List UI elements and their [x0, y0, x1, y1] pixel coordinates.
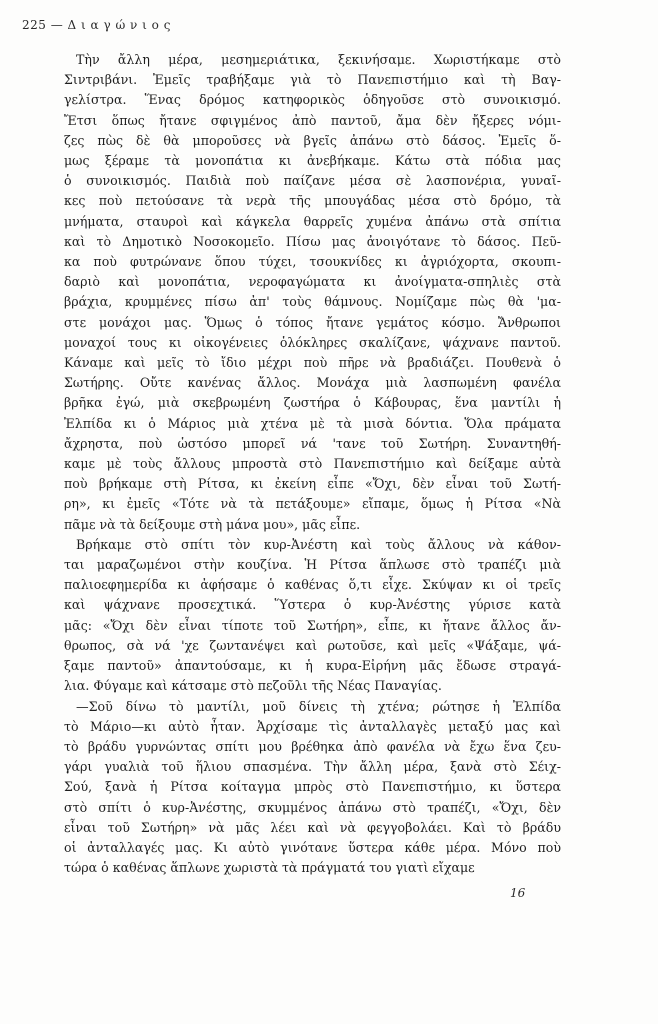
text-line: βρῆκα ἐγώ, μιὰ σκεβρωμένη ζωστήρα ὁ Κάβουρας, ἕνα μαντίλι ἡ	[64, 395, 561, 411]
text-line: μως ξέραμε τὰ μονοπάτια κι ἀνεβήκαμε. Κάτω στὰ πόδια μας	[64, 153, 561, 169]
text-line: Σιντριβάνι. Ἐμεῖς τραβήξαμε γιὰ τὸ Πανεπιστήμιο καὶ τὴ Βαγ-	[64, 72, 561, 88]
paragraph-3	[64, 697, 561, 879]
text-line: μοναχοί τους κι οἰκογένειες ὁλόκληρες σκαλίζανε, ψάχνανε παντοῦ.	[64, 334, 561, 350]
text-line: καμε μὲ τοὺς ἄλλους μπροστὰ στὸ Πανεπιστήμιο καὶ δείξαμε αὐτὰ	[64, 456, 561, 472]
text-line: τὸ βράδυ γυρνώντας σπίτι μου βρέθηκα ἀπὸ φανέλα νὰ ἔχω ἕνα ζευ-	[64, 738, 561, 754]
text-line: μνήματα, σταυροὶ καὶ κάγκελα θαρρεῖς χυμένα ἀπάνω στὰ σπίτια	[64, 213, 561, 229]
text-line: οἱ ἀνταλλαγές μας. Κι αὐτὸ γινότανε ὕστερα κάθε μέρα. Μόνο ποὺ	[64, 839, 561, 855]
text-line: Ἔτσι ὅπως ἤτανε σφιγμένος ἀπὸ παντοῦ, ἄμα δὲν ἤξερες νόμι-	[64, 112, 561, 128]
paragraph-2	[64, 535, 561, 697]
running-head: 225 — Δ ι α γ ώ ν ι ο ς	[22, 18, 171, 32]
text-line: κες ποὺ πετούσανε τὰ νερὰ τῆς μπουγάδας μέσα στὸ δρόμο, τὰ	[64, 193, 561, 209]
text-line: βράχια, κρυμμένες πίσω ἀπ' τοὺς θάμνους. Νομίζαμε πὼς θὰ 'μα-	[64, 294, 561, 310]
text-line: Ἐλπίδα κι ὁ Μάριος μιὰ χτένα μὲ τὰ μισὰ δόντια. Ὅλα πράματα	[64, 415, 561, 431]
text-line: Τὴν ἄλλη μέρα, μεσημεριάτικα, ξεκινήσαμε. Χωριστήκαμε στὸ	[76, 52, 561, 67]
text-line: —Σοῦ δίνω τὸ μαντίλι, μοῦ δίνεις τὴ χτένα; ρώτησε ἡ Ἐλπίδα	[76, 698, 561, 714]
text-line: Βρήκαμε στὸ σπίτι τὸν κυρ-Ἀνέστη καὶ τοὺς ἄλλους νὰ κάθον-	[76, 536, 561, 552]
text-line: πᾶμε νὰ τὰ δείξουμε στὴ μάνα μου», μᾶς εἶπε.	[64, 516, 361, 532]
text-line: ρη», κι ἐμεῖς «Τότε νὰ τὰ πετάξουμε» εἴπαμε, ὅμως ἡ Ρίτσα «Νὰ	[64, 496, 561, 512]
text-line: Σού, ξανὰ ἡ Ρίτσα κοίταγμα μπρὸς στὸ Πανεπιστήμιο, κι ὕστερα	[64, 779, 561, 795]
text-line: Κάναμε καὶ μεῖς τὸ ἴδιο μέχρι ποὺ πῆρε νὰ βραδιάζει. Πουθενὰ ὁ	[64, 355, 561, 371]
text-line: ζες πὼς δὲ θὰ μποροῦσες νὰ βγεῖς ἀπάνω στὸ δάσος. Ἐμεῖς ὅ-	[64, 132, 561, 148]
text-line: καὶ τὸ Δημοτικὸ Νοσοκομεῖο. Πίσω μας ἀνοιγότανε τὸ δάσος. Πεῦ-	[64, 233, 561, 249]
text-line: γάρι γυαλιὰ τοῦ ἥλιου σπασμένα. Τὴν ἄλλη μέρα, ξανὰ στὸ Σέιχ-	[64, 759, 561, 775]
text-line: Σωτήρης. Οὔτε κανένας ἄλλος. Μονάχα μιὰ λασπωμένη φανέλα	[64, 375, 561, 391]
text-line: ποὺ βρήκαμε στὴ Ρίτσα, κι ἐκείνη εἶπε «Ὄχι, δὲν εἶναι τοῦ Σωτή-	[64, 476, 561, 492]
text-line: κα ποὺ φυτρώνανε ὅπου τύχει, τσουκνίδες κι ἀγριόχορτα, σκουπι-	[64, 254, 561, 270]
text-line: λια. Φύγαμε καὶ κάτσαμε στὸ πεζοῦλι τῆς Νέας Παναγίας.	[64, 678, 442, 694]
text-line: ξαμε παντοῦ» ἀπαντούσαμε, κι ἡ κυρα-Εἰρήνη μᾶς ἔδωσε στραγά-	[64, 658, 561, 674]
paragraph-1	[64, 50, 561, 535]
text-line: τώρα ὁ καθένας ἅπλωνε χωριστὰ τὰ πράγματά του γιατὶ εἴχαμε	[64, 860, 475, 876]
text-line: θρωπος, σὰ νά 'χε ζωντανέψει καὶ ρωτοῦσε, καὶ μεῖς «Ψάξαμε, ψά-	[64, 637, 561, 653]
text-line: στε μονάχοι μας. Ὅμως ὁ τόπος ἤτανε γεμάτος κόσμο. Ἄνθρωποι	[64, 314, 561, 330]
text-line: εἶναι τοῦ Σωτήρη» νὰ μᾶς λέει καὶ νὰ φεγγοβολάει. Καὶ τὸ βράδυ	[64, 819, 561, 835]
text-line: ὁ συνοικισμός. Παιδιὰ ποὺ παίζανε μέσα σὲ λασπονέρια, γυναῖ-	[64, 173, 561, 189]
text-line: ται μαραζωμένοι στὴν κουζίνα. Ἡ Ρίτσα ἅπλωσε στὸ τραπέζι μιὰ	[64, 557, 561, 573]
text-line: τὸ Μάριο—κι αὐτὸ ἦταν. Ἀρχίσαμε τὶς ἀνταλλαγὲς μεταξύ μας καὶ	[64, 718, 561, 734]
text-line: γελίστρα. Ἕνας δρόμος κατηφορικὸς ὁδηγοῦσε στὸ συνοικισμό.	[64, 92, 561, 108]
text-line: ἄχρηστα, ποὺ ὡστόσο μπορεῖ νά 'τανε τοῦ Σωτήρη. Συναντηθή-	[64, 435, 561, 451]
text-line: μᾶς: «Ὄχι δὲν εἶναι τίποτε τοῦ Σωτήρη», εἶπε, κι ἤτανε ἄλλος ἄν-	[64, 617, 561, 633]
body-text	[64, 50, 561, 878]
text-line: παλιοεφημερίδα κι ἀφήσαμε ὁ καθένας ὅ,τι εἶχε. Σκύψαν κι οἱ τρεῖς	[64, 577, 561, 593]
text-line: δαριὸ καὶ μονοπάτια, νεροφαγώματα κι ἀνοίγματα-σπηλιὲς στὰ	[64, 274, 561, 290]
text-line: στὸ σπίτι ὁ κυρ-Ἀνέστης, σκυμμένος ἀπάνω στὸ τραπέζι, «Ὄχι, δὲν	[64, 799, 561, 815]
page-number: 16	[510, 886, 526, 900]
text-line: καὶ ψάχνανε προσεχτικά. Ὕστερα ὁ κυρ-Ἀνέστης γύρισε κατὰ	[64, 597, 561, 613]
